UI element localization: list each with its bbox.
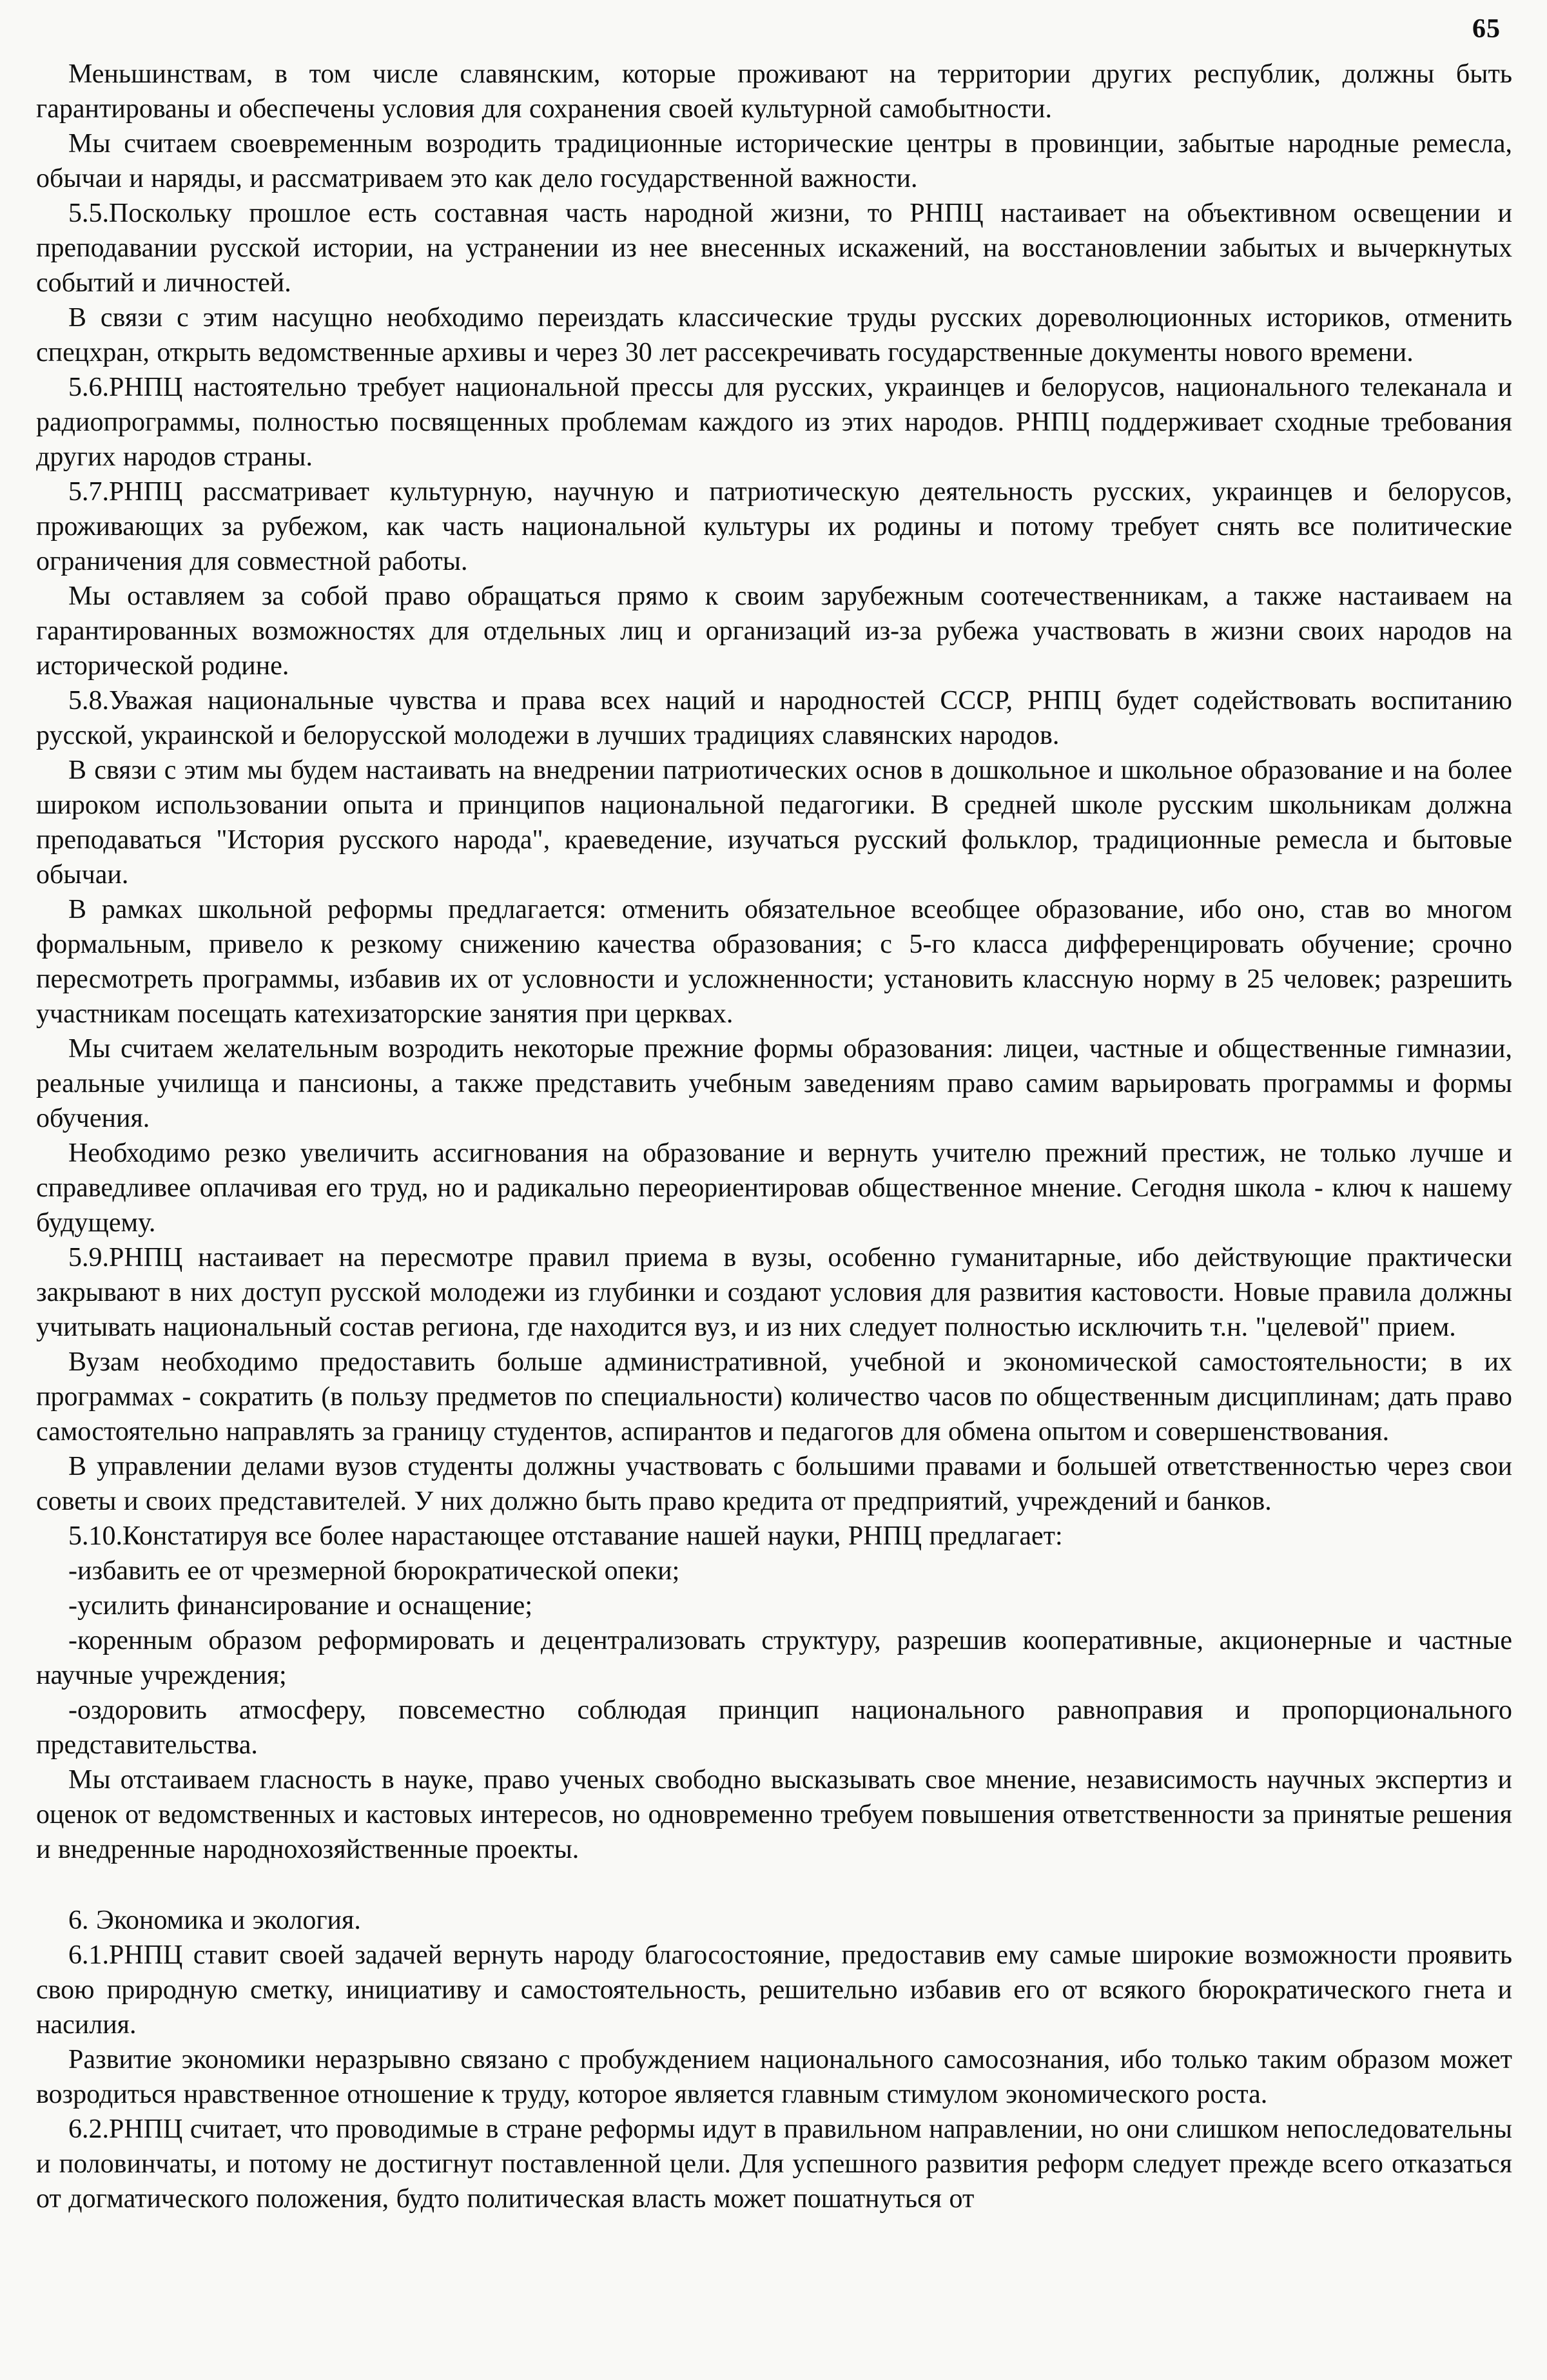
list-item: -коренным образом реформировать и децентрализовать структуру, разрешив кооперативные, акционерные и частные научные учреждения; [36, 1626, 1512, 1690]
paragraph: В управлении делами вузов студенты должны участвовать с большими правами и большей ответственностью через свои советы и своих представителей. У них должно быть право кредита от предприятий, учреждений и банков. [36, 1452, 1512, 1516]
paragraph: 6.2.РНПЦ считает, что проводимые в стране реформы идут в правильном направлении, но они слишком непоследовательны и половинчаты, и потому не достигнут поставленной цели. Для успешного развития реформ следует прежде всего отказаться от догматического положения, будто политическая власть может пошатнуться от [36, 2114, 1512, 2214]
paragraph: 5.5.Поскольку прошлое есть составная часть народной жизни, то РНПЦ настаивает на объективном освещении и преподавании русской истории, на устранении из нее внесенных искажений, на восстановлении забытых и вычеркнутых событий и личностей. [36, 199, 1512, 298]
paragraph: В рамках школьной реформы предлагается: отменить обязательное всеобщее образование, ибо оно, став во многом формальным, привело к резкому снижению качества образования; с 5-го класса дифференцировать обучение; срочно пересмотреть программы, избавив их от условности и усложненности; установить классную норму в 25 человек; разрешить участникам посещать катехизаторские занятия при церквах. [36, 895, 1512, 1029]
paragraph: Мы считаем своевременным возродить традиционные исторические центры в провинции, забытые народные ремесла, обычаи и наряды, и рассматриваем это как дело государственной важности. [36, 129, 1512, 193]
paragraph: Вузам необходимо предоставить больше административной, учебной и экономической самостоятельности; в их программах - сократить (в пользу предметов по специальности) количество часов по общественным дисциплинам; дать право самостоятельно направлять за границу студентов, аспирантов и педагогов для обмена опытом и совершенствования. [36, 1347, 1512, 1447]
paragraph: 6.1.РНПЦ ставит своей задачей вернуть народу благосостояние, предоставив ему самые широкие возможности проявить свою природную сметку, инициативу и самостоятельность, решительно избавив его от всякого бюрократического гнета и насилия. [36, 1940, 1512, 2040]
paragraph: Развитие экономики неразрывно связано с пробуждением национального самосознания, ибо только таким образом может возродиться нравственное отношение к труду, которое является главным стимулом экономического роста. [36, 2045, 1512, 2109]
list-item: -избавить ее от чрезмерной бюрократической опеки; [68, 1556, 680, 1586]
section-heading: 6. Экономика и экология. [68, 1906, 361, 1935]
paragraph: 5.9.РНПЦ настаивает на пересмотре правил приема в вузы, особенно гуманитарные, ибо действующие практически закрывают в них доступ русской молодежи из глубинки и создают условия для развития кастовости. Новые правила должны учитывать национальный состав региона, где находится вуз, и из них следует полностью исключить т.н. "целевой" прием. [36, 1243, 1512, 1342]
paragraph: В связи с этим мы будем настаивать на внедрении патриотических основ в дошкольное и школьное образование и на более широком использовании опыта и принципов национальной педагогики. В средней школе русским школьникам должна преподаваться "История русского народа", краеведение, изучаться русский фольклор, традиционные ремесла и бытовые обычаи. [36, 756, 1512, 890]
paragraph: Мы отстаиваем гласность в науке, право ученых свободно высказывать свое мнение, независимость научных экспертиз и оценок от ведомственных и кастовых интересов, но одновременно требуем повышения ответственности за принятые решения и внедренные народнохозяйственные проекты. [36, 1765, 1512, 1864]
paragraph: 5.6.РНПЦ настоятельно требует национальной прессы для русских, украинцев и белорусов, национального телеканала и радиопрограммы, полностью посвященных проблемам каждого из этих народов. РНПЦ поддерживает сходные требования других народов страны. [36, 373, 1512, 472]
document-body [36, 57, 1512, 2216]
paragraph: Мы считаем желательным возродить некоторые прежние формы образования: лицеи, частные и общественные гимназии, реальные училища и пансионы, а также представить учебным заведениям право самим варьировать программы и формы обучения. [36, 1034, 1512, 1133]
paragraph: Необходимо резко увеличить ассигнования на образование и вернуть учителю прежний престиж, не только лучше и справедливее оплачивая его труд, но и радикально переориентировав общественное мнение. Сегодня школа - ключ к нашему будущему. [36, 1138, 1512, 1238]
page-number: 65 [1472, 14, 1501, 44]
paragraph: 5.10.Констатируя все более нарастающее отставание нашей науки, РНПЦ предлагает: [68, 1521, 1063, 1551]
paragraph: Мы оставляем за собой право обращаться прямо к своим зарубежным соотечественникам, а также настаиваем на гарантированных возможностях для отдельных лиц и организаций из-за рубежа участвовать в жизни своих народов на исторической родине. [36, 581, 1512, 681]
paragraph: Меньшинствам, в том числе славянским, которые проживают на территории других республик, должны быть гарантированы и обеспечены условия для сохранения своей культурной самобытности. [36, 59, 1512, 124]
paragraph: 5.7.РНПЦ рассматривает культурную, научную и патриотическую деятельность русских, украинцев и белорусов, проживающих за рубежом, как часть национальной культуры их родины и потому требует снять все политические ограничения для совместной работы. [36, 477, 1512, 576]
paragraph: В связи с этим насущно необходимо переиздать классические труды русских дореволюционных историков, отменить спецхран, открыть ведомственные архивы и через 30 лет рассекречивать государственные документы нового времени. [36, 303, 1512, 367]
list-item: -оздоровить атмосферу, повсеместно соблюдая принцип национального равноправия и пропорционального представительства. [36, 1695, 1512, 1760]
paragraph: 5.8.Уважая национальные чувства и права всех наций и народностей СССР, РНПЦ будет содействовать воспитанию русской, украинской и белорусской молодежи в лучших традициях славянских народов. [36, 686, 1512, 750]
list-item: -усилить финансирование и оснащение; [68, 1591, 532, 1621]
